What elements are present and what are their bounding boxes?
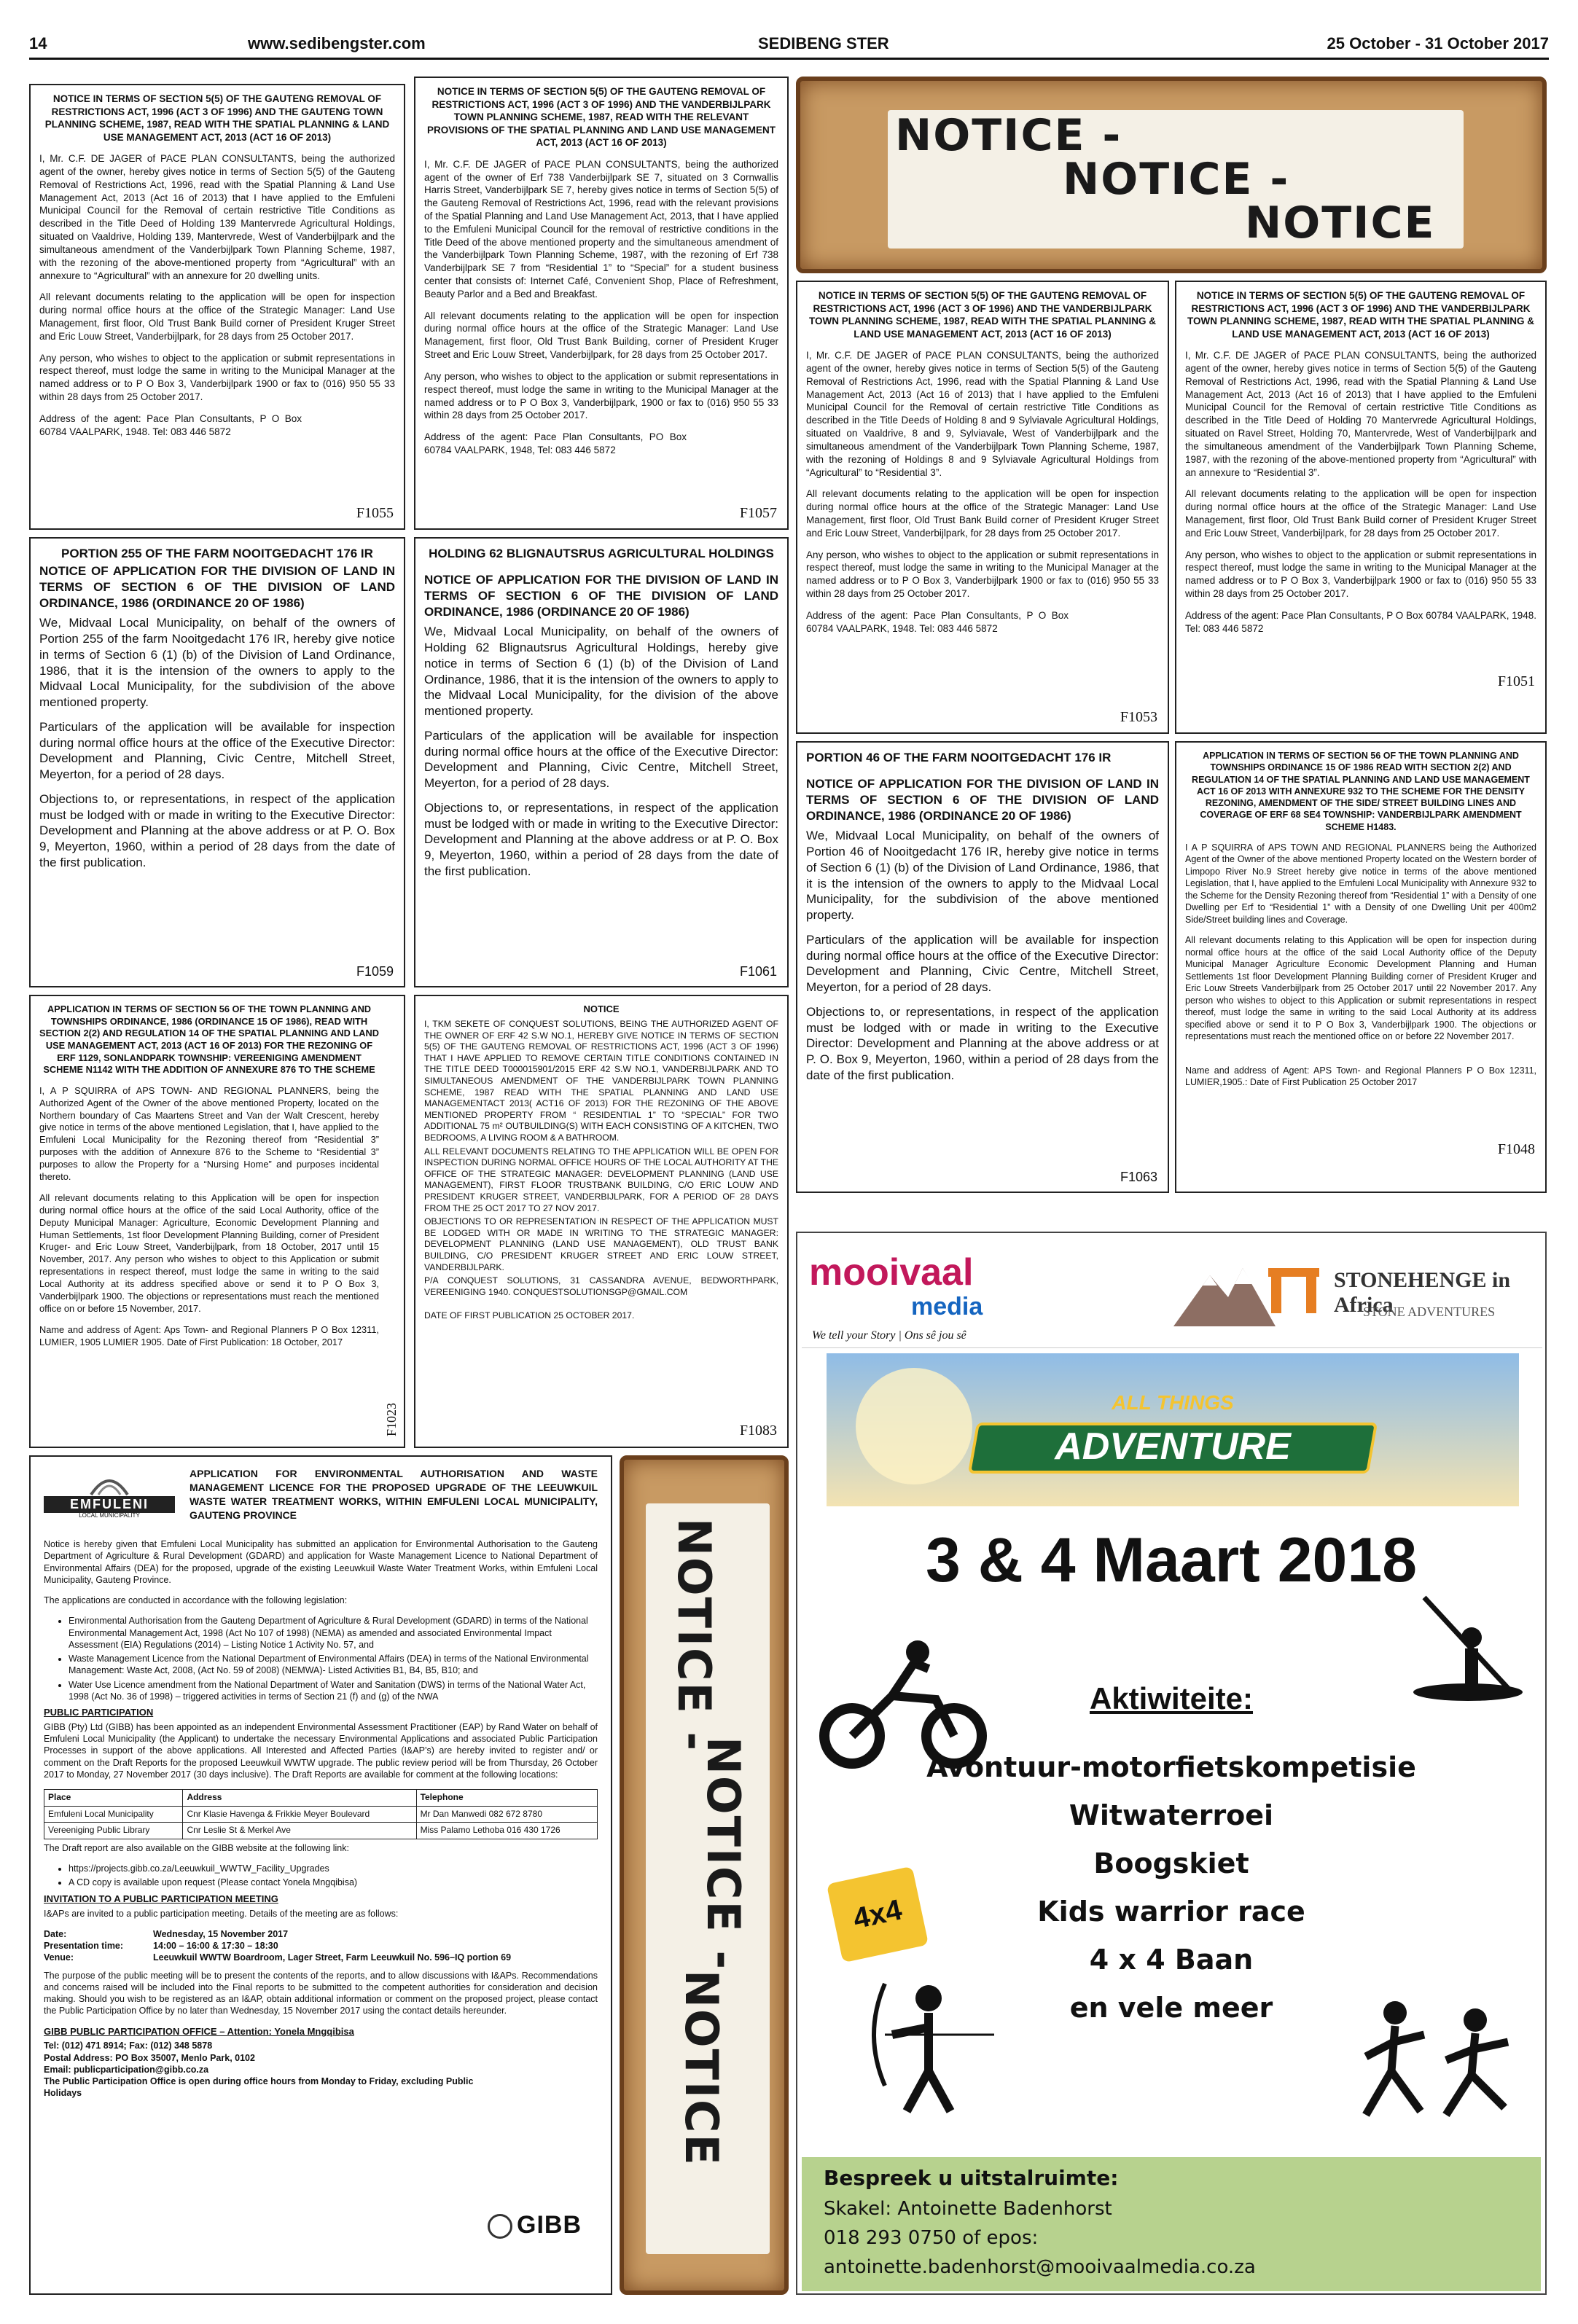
notice-lead: NOTICE OF APPLICATION FOR THE DIVISION OF LAND IN TERMS OF SECTION 6 OF THE DIVISION OF LAND ORDINANCE, 1986 (ORDINANCE 20 OF 1986) xyxy=(424,573,778,619)
notice-f1053 xyxy=(796,281,1169,734)
4x4-badge: 4x4 xyxy=(827,1866,929,1963)
site-url[interactable]: www.sedibengster.com xyxy=(248,34,426,52)
contact-line: 018 293 0750 of epos: xyxy=(824,2227,1039,2249)
office-contacts xyxy=(44,2040,598,2099)
notice-ref: F1059 xyxy=(356,963,394,979)
paper-name: SEDIBENG STER xyxy=(758,34,889,52)
table-cell: Mr Dan Manwedi 082 672 8780 xyxy=(416,1806,597,1823)
notice-f1061 xyxy=(414,537,789,987)
notice-title: NOTICE IN TERMS OF SECTION 5(5) OF THE GAUTENG REMOVAL OF RESTRICTIONS ACT, 1996 (ACT 3 OF 1996) AND THE VANDERBIJLPARK TOWN PLANNING SCHEME, 1987, READ WITH THE RELEVANT PROVISIONS OF THE SPATIAL PLANNING AND LAND USE MANAGEMENT ACT, 2013 (ACT 16 OF 2013) xyxy=(426,86,776,149)
mooivaal-logo-sub: media xyxy=(911,1293,983,1321)
notice-paragraph: Objections to, or representations, in respect of the application must be lodged with or made in writing to the Executive Director: Development and Planning at the above address or at P. O. Box 9, Meyerton, 1960, within a period of 28 days from the date of the first publication. xyxy=(424,800,778,878)
notice-paragraph: Name and address of Agent: APS Town- and Regional Planners P O Box 12311, LUMIER,1905.: Date of First Publication 25 October 2017 xyxy=(1185,1065,1536,1088)
notice-ref: F1057 xyxy=(739,504,777,521)
activity-item: Kids warrior race xyxy=(1037,1895,1305,1928)
notice-paragraph: Any person, who wishes to object to the application or submit representations in respect thereof, must lodge the same in writing to the Municipal Manager at the named address or to P O Box 3, Vanderbijlpark 1900 or fax to (016) 950 55 33 within 28 days from 25 October 2017. xyxy=(1185,549,1536,599)
web-intro: The Draft report are also available on the GIBB website at the following link: xyxy=(44,1842,349,1853)
notice-board-line: NOTICE xyxy=(1245,197,1436,249)
notice-paragraph: DATE OF FIRST PUBLICATION 25 OCTOBER 2017. xyxy=(424,1310,635,1321)
notice-ref: F1061 xyxy=(739,963,777,979)
legislation-list xyxy=(69,1615,598,1702)
locations-table xyxy=(44,1789,598,1839)
notice-paragraph: Address of the agent: Pace Plan Consultants, P O Box 60784 VAALPARK, 1948. Tel: 083 446 5872 xyxy=(806,609,1069,634)
meeting-time: 14:00 – 16:00 & 17:30 – 18:30 xyxy=(153,1941,278,1952)
notice-paragraph: Any person, who wishes to object to the application or submit representations in respect thereof, must lodge the same in writing to the Municipal Manager at the named address or to P O Box 3, Vanderbijlpark 1900 or fax to (016) 950 55 33 within 28 days from 25 October 2017. xyxy=(39,352,395,402)
office-heading: GIBB PUBLIC PARTICIPATION OFFICE – Attention: Yonela Mngqibisa xyxy=(44,2025,354,2037)
notice-paragraph: Name and address of Agent: Aps Town- and Regional Planners P O Box 12311, LUMIER, 1905 LUMIER 1905. Date of First Publication: 18 October, 2017 xyxy=(39,1323,379,1347)
notice-vertical-line: NOTICE - xyxy=(668,1518,721,1753)
table-row xyxy=(44,1806,598,1823)
notice-f1055 xyxy=(29,84,405,530)
column-header: Place xyxy=(44,1790,183,1807)
notice-ref: F1051 xyxy=(1497,673,1535,689)
notice-ref: F1048 xyxy=(1497,1141,1535,1157)
emfuleni-intro: Notice is hereby given that Emfuleni Local Municipality has submitted an application for Environmental Authorisation to the Gauteng Department of Agriculture & Rural Development (GDARD) and application for Waste Management Licence to National Department of Environmental Affairs (DEA) for the proposed, upgrade of the existing Leeuwkuil Waste Water Treatment Works, within Emfuleni Local Municipality, Gauteng Province. xyxy=(44,1539,598,1585)
notice-paragraph: Particulars of the application will be available for inspection during normal office hours at the office of the Executive Director: Development and Planning, Civic Centre, Mitchell Street, Meyerton, for a period of 28 days. xyxy=(806,932,1159,995)
activity-item: Avontuur-motorfietskompetisie xyxy=(926,1751,1416,1783)
notice-f1063 xyxy=(796,741,1169,1193)
contact-line: Skakel: Antoinette Badenhorst xyxy=(824,2198,1112,2220)
notice-title: APPLICATION IN TERMS OF SECTION 56 OF THE TOWN PLANNING AND TOWNSHIPS ORDINANCE, 1986 (ORDINANCE 15 OF 1986), READ WITH SECTION 2(2) AND REGULATION 14 OF THE SPATIAL PLANNING AND LAND USE MANAGEMENT ACT, 2013 (ACT 16 OF 2013) FOR THE REZONING OF ERF 1129, SONLANDPARK TOWNSHIP: VEREENIGING AMENDMENT SCHEME N1142 WITH THE ADDITION OF ANNEXURE 876 TO THE SCHEME xyxy=(39,1003,379,1076)
notice-lead: NOTICE OF APPLICATION FOR THE DIVISION OF LAND IN TERMS OF SECTION 6 OF THE DIVISION OF LAND ORDINANCE, 1986 (ORDINANCE 20 OF 1986) xyxy=(806,777,1159,823)
meeting-intro: I&APs are invited to a public participation meeting. Details of the meeting are as follows: xyxy=(44,1908,399,1919)
notice-paragraph: Particulars of the application will be available for inspection during normal office hours at the office of the Executive Director: Development and Planning, Civic Centre, Mitchell Street, Meyerton, for a period of 28 days. xyxy=(424,728,778,791)
issue-date: 25 October - 31 October 2017 xyxy=(1327,34,1549,52)
mooivaal-tagline: We tell your Story | Ons sê jou sê xyxy=(812,1329,966,1342)
activity-item: 4 x 4 Baan xyxy=(1089,1944,1254,1976)
notice-lead: NOTICE OF APPLICATION FOR THE DIVISION OF LAND IN TERMS OF SECTION 6 OF THE DIVISION OF LAND ORDINANCE, 1986 (ORDINANCE 20 OF 1986) xyxy=(39,564,395,610)
notice-title: HOLDING 62 BLIGNAUTSRUS AGRICULTURAL HOLDINGS xyxy=(429,547,774,560)
emfuleni-logo xyxy=(44,1467,175,1518)
office-postal: Postal Address: PO Box 35007, Menlo Park, 0102 xyxy=(44,2052,255,2063)
notice-f1051 xyxy=(1175,281,1547,734)
meeting-date: Wednesday, 15 November 2017 xyxy=(153,1928,289,1939)
activities-title: Aktiwiteite: xyxy=(1089,1681,1254,1715)
notice-paragraph: Any person, who wishes to object to the application or submit representations in respect thereof, must lodge the same in writing to the Municipal Manager at the named address or to P O Box 3, Vanderbijlpark, 1900 or fax to (016) 950 55 33 within 28 days from 25 October 2017. xyxy=(424,370,778,421)
notice-paragraph: OBJECTIONS TO OR REPRESENTATION IN RESPECT OF THE APPLICATION MUST BE LODGED WITH OR MADE IN WRITING TO THE STRATEGIC MANAGER: DEVELOPMENT PLANNING (LAND USE MANAGEMENT), OLD TRUST BANK BUILDING, C/O PRESIDENT KRUGER STREET AND ERIC LOUW STREET, VANDERBIJLPARK. xyxy=(424,1216,778,1272)
page-number: 14 xyxy=(29,34,47,52)
stonehenge-icon xyxy=(1261,1261,1327,1319)
office-hours: The Public Participation Office is open during office hours from Monday to Friday, excluding Public Holidays xyxy=(44,2076,474,2099)
notice-board-line: NOTICE - xyxy=(895,110,1122,161)
table-row xyxy=(44,1823,598,1839)
notice-vertical-image xyxy=(620,1455,789,2295)
public-participation-text: GIBB (Pty) Ltd (GIBB) has been appointed as an independent Environmental Assessment Practitioner (EAP) by Rand Water on behalf of Emfuleni Local Municipality (the Applicant) to undertake the necessary Environmental Applications and associated Public Participation Processes in support of the above applications. All Interested and Affected Parties (I&AP’s) are hereby invited to register and/ or comment on the Draft Reports for the proposed Leeuwkuil WWTW upgrade. The public review period will be from Thursday, 26 October 2017 to Monday, 27 November 2017 (30 days inclusive). The Draft Reports are available for comment at the following locations: xyxy=(44,1721,598,1780)
meeting-heading: INVITATION TO A PUBLIC PARTICIPATION MEETING xyxy=(44,1893,278,1904)
notice-paragraph: We, Midvaal Local Municipality, on behalf of the owners of Holding 62 Blignautsrus Agricultural Holdings, hereby give notice in terms of Section 6 (1) (b) of the Division of Land Ordinance, 1986, that it is the intension of the owners to apply to the Midvaal Local Municipality, for the division of the above mentioned property. xyxy=(424,625,778,719)
gibb-logo-icon xyxy=(488,2214,512,2239)
meeting-label: Date: xyxy=(44,1928,67,1939)
notice-ref: F1083 xyxy=(739,1423,777,1439)
legislation-item: • Water Use Licence amendment from the National Department of Water and Sanitation (DWS) in terms of the National Water Act, 1998 (Act No. 36 of 1998) – triggered activities in terms of Section 21 (f) and (g) of the NWA xyxy=(69,1679,598,1703)
table-cell: Cnr Klasie Havenga & Frikkie Meyer Boulevard xyxy=(183,1806,416,1823)
advert-logo-bar xyxy=(802,1239,1542,1348)
table-cell: Cnr Leslie St & Merkel Ave xyxy=(183,1823,416,1839)
notice-paragraph: All relevant documents relating to the application will be open for inspection during normal office hours at the office of the Strategic Manager: Land Use Management, first floor, Old Trust Bank Build corner of President Kruger Street and Eric Louw Street, Vanderbijlpark, for 28 days from 25 October 2017. xyxy=(806,488,1159,539)
public-participation-heading: PUBLIC PARTICIPATION xyxy=(44,1707,154,1718)
stonehenge-logo: STONEHENGE in Africa xyxy=(1334,1268,1511,1317)
runners-icon xyxy=(1351,1991,1526,2122)
column-header: Address xyxy=(183,1790,416,1807)
meeting-purpose: The purpose of the public meeting will be to present the contents of the reports, and to allow discussions with I&APs. Recommendations and concerns raised will be included into the Final reports to be submitted to the competent authorities for consideration and decision making. Should you wish to be registered as an I&AP, obtain additional information or comment on the proposed project, please contact the Public Participation Office by no later than Wednesday, 15 November 2017 using the contact details hereunder. xyxy=(44,1970,598,2016)
notice-paragraph: I, A P SQUIRRA of APS TOWN- AND REGIONAL PLANNERS, being the Authorized Agent of the Owner of the above mentioned Property, located on the Northern boundary of Cas Maartens Street and Van der Walt Crescent, hereby give notice in terms of the above mentioned Legislation, that I, have applied to the Emfuleni Local Municipality for the Rezoning thereof from “Residential 3” purposes with the addition of Annexure 876 to the Scheme to “Residential 3” purposes to allow the Property for a “Nursing Home” and purposes incidental thereto. xyxy=(39,1084,379,1182)
meeting-label: Venue: xyxy=(44,1952,74,1963)
notice-ref: F1023 xyxy=(384,1402,399,1436)
notice-title: PORTION 46 OF THE FARM NOOITGEDACHT 176 IR xyxy=(806,751,1112,764)
notice-paragraph: Objections to, or representations, in respect of the application must be lodged with or made in writing to the Executive Director: Development and Planning at the above address or at P. O. Box 9, Meyerton, 1960, within a period of 28 days from the date of the first publication. xyxy=(806,1004,1159,1082)
notice-paragraph: All relevant documents relating to the application will be open for inspection during normal office hours at the office of the Strategic Manager: Land Use Management, first floor, Old Trust Bank Build corner of President Kruger Street and Eric Louw Street, Vanderbijlpark, for 28 days from 25 October 2017. xyxy=(39,292,395,342)
notice-paragraph: Address of the agent: Pace Plan Consultants, P O Box 60784 VAALPARK, 1948. Tel: 083 446 5872 xyxy=(1185,609,1536,634)
gibb-logo-text: GIBB xyxy=(517,2210,582,2239)
activity-item: Boogskiet xyxy=(1093,1847,1249,1879)
notice-paragraph: I, Mr. C.F. DE JAGER of PACE PLAN CONSULTANTS, being the authorized agent of the owner, hereby gives notice in terms of Section 5(5) of the Gauteng Removal of Restrictions Act, 1996, read with the Spatial Planning & Land Use Management Act, 2013 (Act 16 of 2013) that I have applied to the Emfuleni Municipal Council for the Removal of certain restrictive Title Conditions as described in the Title Deed of Holding 70 Mantervrede Agricultural Holdings, situated on Ravel Street, Holding 70, Mantervrede, West of Vanderbijlpark and the simultaneous amendment of the Vanderbijlpark Town Planning Scheme, 1987, with the rezoning of the above-mentioned property from “Agricultural” with an annexure to “Residential 3”. xyxy=(1185,350,1536,478)
emfuleni-logo-subtext: LOCAL MUNICIPALITY xyxy=(79,1512,140,1519)
meeting-venue: Leeuwkuil WWTW Boardroom, Lager Street, Farm Leeuwkuil No. 596–IQ portion 69 xyxy=(153,1952,512,1963)
column-header: Telephone xyxy=(416,1790,597,1807)
archer-icon xyxy=(848,1969,1009,2115)
notice-f1059 xyxy=(29,537,405,987)
contact-email[interactable]: antoinette.badenhorst@mooivaalmedia.co.za xyxy=(824,2256,1256,2278)
office-email[interactable]: Email: publicparticipation@gibb.co.za xyxy=(44,2064,209,2075)
notice-vertical-line: NOTICE - xyxy=(697,1737,750,1971)
notice-paragraph: All relevant documents relating to this Application will be open for inspection during normal office hours at the office of the said Local Authority, office of the Deputy Municipal Manager: Agriculture, Economic Development Planning and Human Settlements, 1st floor Development Planning Building, corner of President Kruger- and Eric Louw Street, Vanderbijlpark, from 18 October, 2017 until 15 November, 2017. Any person who wishes to object to this Application or submit representations in respect thereof, must lodge the same in writing to the said Local Authority at its address specified above or send it to P O Box 3, Vanderbijlpark 1900. The objections or representations must reach the mentioned office on or before 15 November, 2017. xyxy=(39,1192,379,1314)
notice-paragraph: I, Mr. C.F. DE JAGER of PACE PLAN CONSULTANTS, being the authorized agent of the owner, hereby gives notice in terms of Section 5(5) of the Gauteng Removal of Restrictions Act, 1996, read with the Spatial Planning & Land Use Management Act, 2013 (Act 16 of 2013) that I have applied to the Emfuleni Municipal Council for the Removal of certain restrictive Title Conditions as described in the Title Deed of Holding 139 Mantervrede Agricultural Holdings, situated on Vaaldrive, Holding 139, Mantervrede, West of Vanderbijlpark and the simultaneous amendment of the Vanderbijlpark Town Planning Scheme, 1987, with the rezoning of the above-mentioned property from “Agricultural” with an annexure to “Agricultural” with an annexure for 20 dwelling units. xyxy=(39,153,395,281)
notice-paragraph: I, TKM SEKETE OF CONQUEST SOLUTIONS, BEING THE AUTHORIZED AGENT OF THE OWNER OF ERF 42 S.W NO.1, HEREBY GIVE NOTICE IN TERMS OF SECTION 5(5) OF THE GAUTENG REMOVAL OF RESTRICTIONS ACT, 1996 (ACT 3 OF 1996) THAT I HAVE APPLIED TO REMOVE CERTAIN TITLE CONDITIONS CONTAINED IN THE TITLE DEED T000015901/2015 ERF 42 S.W NO.1, VANDERBIJLPARK AND TO SIMULTANEOUS AMENDMENT OF THE VANDERBIJLPARK TOWN PLANNING SCHEME, 1987 READ WITH THE SPATIAL PLANNING AND LAND USE MANAGEMENTACT 2013( ACT16 OF 2013) FOR THE REZONING OF THE ABOVE MENTIONED PROPERTY FROM “ RESIDENTIAL 1” TO “SPECIAL” FOR TWO ADDITIONAL 75 m² OUTBUILDING(S) WITH EACH CONSISTING OF A KITCHEN, TWO BEDROOMS, A LIVING ROOM & A BATHROOM. xyxy=(424,1018,778,1143)
notice-paragraph: I, Mr. C.F. DE JAGER of PACE PLAN CONSULTANTS, being the authorized agent of the owner of Erf 738 Vanderbijlpark SE 7, situated on 3 Cornwallis Harris Street, Vanderbijlpark SE 7, hereby gives notice in terms of Section 5(5) of the Gauteng Removal of Restrictions Act, 1996, read with the relevant provisions of the Spatial Planning and Land Use Management Act, 2013, that I have applied to the Emfuleni Municipal Council for the removal of restrictive conditions in the Title Deed of the above mentioned property and the simultaneous amendment of the Vanderbijlpark Town Planning Scheme, 1987, with the rezoning of Erf 738 Vanderbijlpark SE 7 from “Residential 1” to “Special” for a student business center that consists of: Internet Café, Convenient Shop, Place of Refreshment, Beauty Parlor and a Bed and Breakfast. xyxy=(424,158,778,300)
notice-paragraph: All relevant documents relating to the application will be open for inspection during normal office hours at the office of the Strategic Manager: Land Use Management, first floor, Old Trust Bank Build corner of President Kruger Street and Eric Louw Street, Vanderbijlpark, for 28 days from 25 October 2017. xyxy=(1185,488,1536,539)
notice-paragraph: We, Midvaal Local Municipality, on behalf of the owners of Portion 46 of Nooitgedacht 176 IR, hereby give notice in terms of Section 6 (1) (b) of the Division of Land Ordinance, 1986, that it is the intension of the owners to apply to the Midvaal Local Municipality, for the subdivision of the above mentioned property. xyxy=(806,829,1159,923)
adventure-advert xyxy=(796,1232,1547,2295)
notice-title: NOTICE IN TERMS OF SECTION 5(5) OF THE GAUTENG REMOVAL OF RESTRICTIONS ACT, 1996 (ACT 3 OF 1996) AND THE VANDERBIJLPARK TOWN PLANNING SCHEME, 1987, READ WITH THE SPATIAL PLANNING & LAND USE MANAGEMENT ACT, 2013 (ACT 16 OF 2013) xyxy=(808,290,1157,340)
notice-title: PORTION 255 OF THE FARM NOOITGEDACHT 176 IR xyxy=(61,547,373,560)
notice-title: NOTICE IN TERMS OF SECTION 5(5) OF THE GAUTENG REMOVAL OF RESTRICTIONS ACT, 1996 (ACT 3 OF 1996) AND THE GAUTENG TOWN PLANNING SCHEME, 1987, READ WITH THE SPATIAL PLANNING & LAND USE MANAGEMENT ACT, 2013 (ACT 16 OF 2013) xyxy=(44,93,390,143)
notice-paragraph: I A P SQUIRRA of APS TOWN AND REGIONAL PLANNERS being the Authorized Agent of the Owner of the above mentioned Property located on the Western border of Limpopo River No.9 Street hereby give notice in terms of the above mentioned Legislation, that I, have applied to the Emfuleni Local Municipality with Annexure 932 to the Scheme for the Density Rezoning thereof from “Residential 1” with a Density of one Dwelling per Erf to “Residential 1” with a Density of one Dwelling Unit per 400m2 Side/Street building lines and Coverage. xyxy=(1185,842,1536,925)
adventure-banner xyxy=(827,1353,1519,1506)
gibb-logo xyxy=(488,2209,582,2241)
mooivaal-logo: mooivaal xyxy=(809,1251,974,1294)
table-cell: Vereeniging Public Library xyxy=(44,1823,183,1839)
notice-paragraph: We, Midvaal Local Municipality, on behalf of the owners of Portion 255 of the farm Nooitgedacht 176 IR, hereby give notice in terms of Section 6 (1) (b) of the Division of Land Ordinance, 1986, that it is the intension of the owners to apply to the Midvaal Local Municipality, for the subdivision of the above mentioned property. xyxy=(39,616,395,710)
notice-ref: F1055 xyxy=(356,504,394,521)
activity-item: en vele meer xyxy=(1069,1992,1273,2024)
notice-f1057 xyxy=(414,77,789,530)
contact-title: Bespreek u uitstalruimte: xyxy=(824,2166,1119,2190)
notice-paragraph: All relevant documents relating to the application will be open for inspection during normal office hours at the office of the Strategic Manager: Land Use Management, first floor, Old Trust Bank Building, corner of President Kruger Street and Eric Louw Street, Vanderbijlpark, for 28 days from 25 October 2017. xyxy=(424,310,778,361)
emfuleni-advert xyxy=(29,1455,612,2295)
activity-item: Witwaterroei xyxy=(1069,1799,1274,1831)
notice-title: APPLICATION IN TERMS OF SECTION 56 OF THE TOWN PLANNING AND TOWNSHIPS ORDINANCE 15 OF 1986 READ WITH SECTION 2(2) AND REGULATION 14 OF THE SPATIAL PLANNING AND LAND USE MANAGEMENT ACT 16 OF 2013 WITH ANNEXURE 932 TO THE SCHEME FOR THE DENSITY REZONING, AMENDMENT OF THE SIDE/ STREET BUILDING LINES AND COVERAGE OF ERF 68 SE4 TOWNSHIP: VANDERBIJLPARK AMENDMENT SCHEME H1483. xyxy=(1192,751,1530,832)
notice-paragraph: P/A CONQUEST SOLUTIONS, 31 CASSANDRA AVENUE, BEDWORTHPARK, VEREENIGING 1940. CONQUESTSOLUTIONSGP@GMAIL.COM xyxy=(424,1275,778,1297)
notice-paragraph: Address of the agent: Pace Plan Consultants, P O Box 60784 VAALPARK, 1948. Tel: 083 446 5872 xyxy=(39,412,302,437)
emfuleni-legislation-intro: The applications are conducted in accordance with the following legislation: xyxy=(44,1595,348,1605)
emfuleni-logo-icon xyxy=(87,1467,131,1496)
notice-vertical-line: NOTICE xyxy=(675,1970,728,2167)
banner-line-2: ADVENTURE xyxy=(1055,1425,1291,1468)
notice-f1083 xyxy=(414,995,789,1448)
stonehenge-sub: STONE ADVENTURES xyxy=(1363,1304,1496,1319)
notice-title: NOTICE IN TERMS OF SECTION 5(5) OF THE GAUTENG REMOVAL OF RESTRICTIONS ACT, 1996 (ACT 3 OF 1996) AND THE VANDERBIJLPARK TOWN PLANNING SCHEME, 1987, READ WITH THE SPATIAL PLANNING & LAND USE MANAGEMENT ACT, 2013 (ACT 16 OF 2013) xyxy=(1187,290,1535,340)
notice-paragraph: Address of the agent: Pace Plan Consultants, PO Box 60784 VAALPARK, 1948, Tel: 083 446 5872 xyxy=(424,431,687,455)
table-header-row xyxy=(44,1790,598,1807)
notice-paragraph: ALL RELEVANT DOCUMENTS RELATING TO THE APPLICATION WILL BE OPEN FOR INSPECTION DURING NORMAL OFFICE HOURS OF THE LOCAL AUTHORITY AT THE OFFICE OF THE STRATEGIC MANAGER: DEVELOPMENT PLANNING (LAND USE MANAGEMENT), FIRST FLOOR TRUSTBANK BUILDING, C/O ERIC LOUW AND PRESIDENT KRUGER STREET, VANDERBIJLPARK, FOR A PERIOD OF 28 DAYS FROM THE 25 OCT 2017 TO 27 NOV 2017. xyxy=(424,1146,778,1213)
event-date: 3 & 4 Maart 2018 xyxy=(925,1525,1418,1595)
legislation-item: • Environmental Authorisation from the Gauteng Department of Agriculture & Rural Development (GDARD) in terms of the National Environmental Management Act, 1998 (Act No 107 of 1998) (NEMA) as amended and associated Environmental Impact Assessment (EIA) Regulations (2014) – Listing Notice 1 Activity No. 57, and xyxy=(69,1615,598,1651)
notice-paragraph: Objections to, or representations, in respect of the application must be lodged with or made in writing to the Executive Director: Development and Planning at the above address or at P. O. Box 9, Meyerton, 1960, within a period of 28 days from the date of the first publication. xyxy=(39,791,395,869)
table-cell: Emfuleni Local Municipality xyxy=(44,1806,183,1823)
notice-f1048 xyxy=(1175,741,1547,1193)
cd-note: • A CD copy is available upon request (Please contact Yonela Mngqibisa) xyxy=(69,1877,598,1888)
notice-board-line: NOTICE - xyxy=(1063,154,1290,205)
web-link[interactable]: • https://projects.gibb.co.za/Leeuwkuil_WWTW_Facility_Upgrades xyxy=(69,1863,598,1874)
notice-paragraph: Particulars of the application will be available for inspection during normal office hours at the office of the Executive Director: Development and Planning, Civic Centre, Mitchell Street, Meyerton, for a period of 28 days. xyxy=(39,719,395,782)
notice-f1023 xyxy=(29,995,405,1448)
emfuleni-logo-text: EMFULENI xyxy=(44,1496,175,1513)
notice-ref: F1053 xyxy=(1120,708,1157,725)
notice-board-image xyxy=(796,77,1547,273)
meeting-details xyxy=(44,1928,598,1964)
notice-ref: F1063 xyxy=(1120,1169,1157,1184)
meeting-label: Presentation time: xyxy=(44,1941,124,1952)
office-tel: Tel: (012) 471 8914; Fax: (012) 348 5878 xyxy=(44,2041,213,2051)
legislation-item: • Waste Management Licence from the National Department of Environmental Affairs (DEA) in terms of the National Environmental Management: Waste Act, 2008, (Act No. 59 of 2008) (NEMWA)- Listed Activities B1, B4, B5, B10; and xyxy=(69,1653,598,1677)
notice-title: NOTICE xyxy=(583,1003,620,1014)
notice-paragraph: I, Mr. C.F. DE JAGER of PACE PLAN CONSULTANTS, being the authorized agent of the owner, hereby gives notice in terms of Section 5(5) of the Gauteng Removal of Restrictions Act, 1996, read with the Spatial Planning & Land Use Management Act, 2013 (Act 16 of 2013) that I have applied to the Emfuleni Municipal Council for the Removal of certain restrictive Title Conditions as described in the Title Deeds of Holding 8 and 9 Sylviavale Agricultural Holdings, situated on Vaaldrive, 8 and 9, Sylviavale, West of Vanderbijlpark and the simultaneous amendment of the Vanderbijlpark Town Planning Scheme, 1987, with the rezoning of Holdings 8 and 9 Sylviavale Agricultural Holdings from “Agricultural” to “Residential 3”. xyxy=(806,350,1159,478)
contact-box xyxy=(802,2157,1541,2291)
table-cell: Miss Palamo Lethoba 016 430 1726 xyxy=(416,1823,597,1839)
notice-paragraph: All relevant documents relating to this Application will be open for inspection during normal office hours at the office of the said Local Authority office of the Deputy Municipal Manager Agriculture Economic Development Planning and Human Settlements 1st floor Development Planning Building corner of President Kruger and Eric Louw Streets Vanderbijlpark from 25 October 2017 until 22 November 2017. Any person who wishes to object to this Application or submit representations in respect thereof, must lodge the same in writing to the said Local Authority at its address specified above or send it to P O Box 3, Vanderbijlpark 1900. The objections or representations must reach the mentioned office on or before 22 November 2017. xyxy=(1185,935,1536,1042)
emfuleni-title: APPLICATION FOR ENVIRONMENTAL AUTHORISATION AND WASTE MANAGEMENT LICENCE FOR THE PROPOSED UPGRADE OF THE LEEUWKUIL WASTE WATER TREATMENT WORKS, WITHIN EMFULENI LOCAL MUNICIPALITY, GAUTENG PROVINCE xyxy=(190,1468,598,1521)
mountain-icon xyxy=(1173,1246,1276,1334)
banner-line-1: ALL THINGS xyxy=(1112,1391,1234,1414)
notice-paragraph: Any person, who wishes to object to the application or submit representations in respect thereof, must lodge the same in writing to the Municipal Manager at the named address or to P O Box 3, Vanderbijlpark 1900 or fax to (016) 950 55 33 within 28 days from 25 October 2017. xyxy=(806,549,1159,599)
page-header xyxy=(29,29,1549,60)
